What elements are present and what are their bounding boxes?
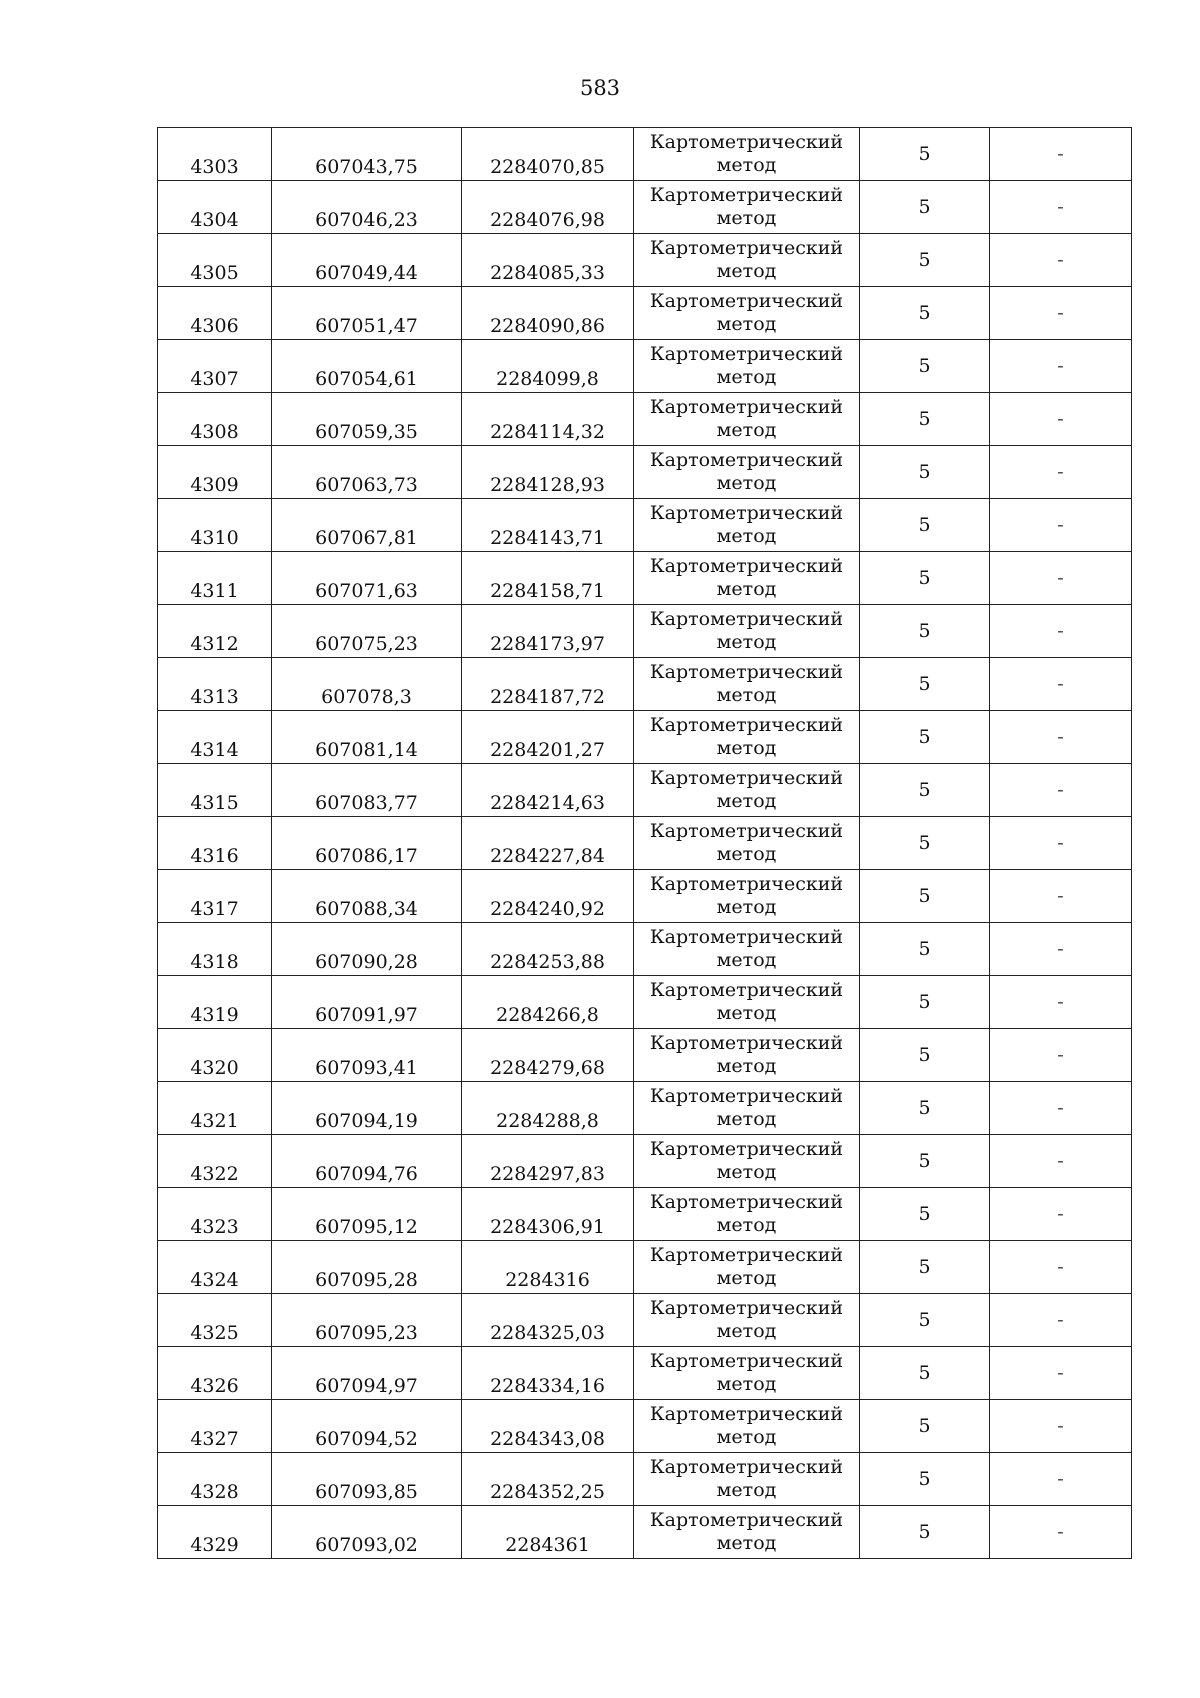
method-line-1: Картометрический (649, 1032, 844, 1054)
method-line-1: Картометрический (649, 555, 844, 577)
accuracy-cell: 5 (860, 1029, 990, 1082)
point-number-cell: 4310 (158, 499, 272, 552)
x-coordinate-cell: 607086,17 (272, 817, 462, 870)
accuracy-cell: 5 (860, 552, 990, 605)
table-row (158, 711, 1132, 764)
method-line-2: метод (716, 1532, 777, 1554)
method-line-2: метод (716, 260, 777, 282)
method-cell (634, 1506, 860, 1559)
method-cell (634, 499, 860, 552)
accuracy-cell: 5 (860, 1294, 990, 1347)
y-coordinate-cell: 2284201,27 (462, 711, 634, 764)
point-number-cell: 4305 (158, 234, 272, 287)
method-line-1: Картометрический (649, 131, 844, 153)
method-line-2: метод (716, 1373, 777, 1395)
x-coordinate-cell: 607081,14 (272, 711, 462, 764)
method-line-2: метод (716, 313, 777, 335)
table-row (158, 1188, 1132, 1241)
table-row (158, 552, 1132, 605)
note-cell: - (990, 340, 1132, 393)
method-line-1: Картометрический (649, 396, 844, 418)
table-row (158, 605, 1132, 658)
page-number: 583 (579, 76, 621, 100)
method-cell (634, 1188, 860, 1241)
method-cell (634, 976, 860, 1029)
table-row (158, 976, 1132, 1029)
accuracy-cell: 5 (860, 870, 990, 923)
table-row (158, 1347, 1132, 1400)
method-line-1: Картометрический (649, 873, 844, 895)
table-row (158, 1294, 1132, 1347)
method-line-2: метод (716, 737, 777, 759)
method-cell (634, 1135, 860, 1188)
note-cell: - (990, 605, 1132, 658)
y-coordinate-cell: 2284076,98 (462, 181, 634, 234)
table-row (158, 234, 1132, 287)
method-line-2: метод (716, 525, 777, 547)
x-coordinate-cell: 607093,02 (272, 1506, 462, 1559)
method-line-1: Картометрический (649, 1509, 844, 1531)
accuracy-cell: 5 (860, 817, 990, 870)
point-number-cell: 4304 (158, 181, 272, 234)
method-line-2: метод (716, 154, 777, 176)
method-cell (634, 128, 860, 181)
table-row (158, 1135, 1132, 1188)
x-coordinate-cell: 607046,23 (272, 181, 462, 234)
method-cell (634, 340, 860, 393)
method-line-2: метод (716, 684, 777, 706)
y-coordinate-cell: 2284173,97 (462, 605, 634, 658)
point-number-cell: 4329 (158, 1506, 272, 1559)
method-cell (634, 923, 860, 976)
method-cell (634, 658, 860, 711)
table-row (158, 393, 1132, 446)
point-number-cell: 4327 (158, 1400, 272, 1453)
accuracy-cell: 5 (860, 1082, 990, 1135)
method-line-2: метод (716, 1214, 777, 1236)
y-coordinate-cell: 2284070,85 (462, 128, 634, 181)
x-coordinate-cell: 607051,47 (272, 287, 462, 340)
accuracy-cell: 5 (860, 234, 990, 287)
y-coordinate-cell: 2284334,16 (462, 1347, 634, 1400)
y-coordinate-cell: 2284279,68 (462, 1029, 634, 1082)
y-coordinate-cell: 2284361 (462, 1506, 634, 1559)
table-row (158, 1029, 1132, 1082)
method-cell (634, 234, 860, 287)
method-line-2: метод (716, 790, 777, 812)
accuracy-cell: 5 (860, 287, 990, 340)
y-coordinate-cell: 2284099,8 (462, 340, 634, 393)
accuracy-cell: 5 (860, 499, 990, 552)
table-row (158, 1506, 1132, 1559)
accuracy-cell: 5 (860, 446, 990, 499)
method-line-1: Картометрический (649, 502, 844, 524)
method-cell (634, 1347, 860, 1400)
method-line-2: метод (716, 1426, 777, 1448)
method-cell (634, 1453, 860, 1506)
method-cell (634, 552, 860, 605)
table-row (158, 340, 1132, 393)
method-line-1: Картометрический (649, 237, 844, 259)
table-row (158, 1241, 1132, 1294)
y-coordinate-cell: 2284253,88 (462, 923, 634, 976)
x-coordinate-cell: 607095,23 (272, 1294, 462, 1347)
table-row (158, 446, 1132, 499)
table-row (158, 870, 1132, 923)
y-coordinate-cell: 2284114,32 (462, 393, 634, 446)
method-cell (634, 446, 860, 499)
method-cell (634, 393, 860, 446)
x-coordinate-cell: 607059,35 (272, 393, 462, 446)
table-row (158, 817, 1132, 870)
y-coordinate-cell: 2284288,8 (462, 1082, 634, 1135)
note-cell: - (990, 287, 1132, 340)
method-line-1: Картометрический (649, 714, 844, 736)
x-coordinate-cell: 607054,61 (272, 340, 462, 393)
x-coordinate-cell: 607090,28 (272, 923, 462, 976)
point-number-cell: 4314 (158, 711, 272, 764)
point-number-cell: 4316 (158, 817, 272, 870)
method-line-2: метод (716, 631, 777, 653)
coordinates-table-body (158, 128, 1132, 1559)
method-line-2: метод (716, 896, 777, 918)
point-number-cell: 4312 (158, 605, 272, 658)
y-coordinate-cell: 2284085,33 (462, 234, 634, 287)
x-coordinate-cell: 607049,44 (272, 234, 462, 287)
x-coordinate-cell: 607071,63 (272, 552, 462, 605)
method-line-1: Картометрический (649, 661, 844, 683)
method-line-1: Картометрический (649, 1244, 844, 1266)
note-cell: - (990, 1188, 1132, 1241)
method-line-1: Картометрический (649, 1456, 844, 1478)
x-coordinate-cell: 607067,81 (272, 499, 462, 552)
coordinates-table (157, 127, 1132, 1559)
x-coordinate-cell: 607088,34 (272, 870, 462, 923)
method-line-1: Картометрический (649, 290, 844, 312)
x-coordinate-cell: 607094,19 (272, 1082, 462, 1135)
method-line-1: Картометрический (649, 1350, 844, 1372)
accuracy-cell: 5 (860, 340, 990, 393)
note-cell: - (990, 181, 1132, 234)
accuracy-cell: 5 (860, 128, 990, 181)
table-row (158, 923, 1132, 976)
method-line-2: метод (716, 1479, 777, 1501)
method-line-1: Картометрический (649, 979, 844, 1001)
y-coordinate-cell: 2284297,83 (462, 1135, 634, 1188)
method-line-2: метод (716, 366, 777, 388)
x-coordinate-cell: 607043,75 (272, 128, 462, 181)
method-line-2: метод (716, 1108, 777, 1130)
note-cell: - (990, 499, 1132, 552)
note-cell: - (990, 1082, 1132, 1135)
note-cell: - (990, 870, 1132, 923)
method-line-2: метод (716, 472, 777, 494)
method-cell (634, 1400, 860, 1453)
method-cell (634, 1029, 860, 1082)
point-number-cell: 4309 (158, 446, 272, 499)
point-number-cell: 4318 (158, 923, 272, 976)
x-coordinate-cell: 607095,28 (272, 1241, 462, 1294)
method-line-2: метод (716, 843, 777, 865)
method-line-1: Картометрический (649, 608, 844, 630)
point-number-cell: 4322 (158, 1135, 272, 1188)
method-line-1: Картометрический (649, 1191, 844, 1213)
point-number-cell: 4323 (158, 1188, 272, 1241)
x-coordinate-cell: 607094,76 (272, 1135, 462, 1188)
method-line-2: метод (716, 578, 777, 600)
accuracy-cell: 5 (860, 764, 990, 817)
accuracy-cell: 5 (860, 1453, 990, 1506)
x-coordinate-cell: 607083,77 (272, 764, 462, 817)
method-line-2: метод (716, 1267, 777, 1289)
y-coordinate-cell: 2284158,71 (462, 552, 634, 605)
note-cell: - (990, 1294, 1132, 1347)
point-number-cell: 4315 (158, 764, 272, 817)
note-cell: - (990, 1347, 1132, 1400)
point-number-cell: 4311 (158, 552, 272, 605)
method-cell (634, 817, 860, 870)
accuracy-cell: 5 (860, 976, 990, 1029)
method-line-2: метод (716, 1055, 777, 1077)
note-cell: - (990, 128, 1132, 181)
y-coordinate-cell: 2284343,08 (462, 1400, 634, 1453)
accuracy-cell: 5 (860, 393, 990, 446)
method-cell (634, 870, 860, 923)
note-cell: - (990, 1029, 1132, 1082)
point-number-cell: 4325 (158, 1294, 272, 1347)
y-coordinate-cell: 2284240,92 (462, 870, 634, 923)
table-row (158, 764, 1132, 817)
accuracy-cell: 5 (860, 181, 990, 234)
accuracy-cell: 5 (860, 923, 990, 976)
y-coordinate-cell: 2284227,84 (462, 817, 634, 870)
method-cell (634, 711, 860, 764)
point-number-cell: 4320 (158, 1029, 272, 1082)
note-cell: - (990, 446, 1132, 499)
table-row (158, 181, 1132, 234)
method-line-2: метод (716, 949, 777, 971)
method-cell (634, 1294, 860, 1347)
method-line-1: Картометрический (649, 343, 844, 365)
point-number-cell: 4303 (158, 128, 272, 181)
table-row (158, 499, 1132, 552)
method-cell (634, 1082, 860, 1135)
method-line-1: Картометрический (649, 449, 844, 471)
accuracy-cell: 5 (860, 1188, 990, 1241)
note-cell: - (990, 1506, 1132, 1559)
point-number-cell: 4308 (158, 393, 272, 446)
note-cell: - (990, 1135, 1132, 1188)
point-number-cell: 4324 (158, 1241, 272, 1294)
accuracy-cell: 5 (860, 711, 990, 764)
note-cell: - (990, 1400, 1132, 1453)
y-coordinate-cell: 2284352,25 (462, 1453, 634, 1506)
point-number-cell: 4313 (158, 658, 272, 711)
method-line-2: метод (716, 1320, 777, 1342)
accuracy-cell: 5 (860, 1506, 990, 1559)
x-coordinate-cell: 607063,73 (272, 446, 462, 499)
x-coordinate-cell: 607095,12 (272, 1188, 462, 1241)
point-number-cell: 4319 (158, 976, 272, 1029)
x-coordinate-cell: 607078,3 (272, 658, 462, 711)
x-coordinate-cell: 607094,52 (272, 1400, 462, 1453)
note-cell: - (990, 817, 1132, 870)
x-coordinate-cell: 607093,85 (272, 1453, 462, 1506)
point-number-cell: 4306 (158, 287, 272, 340)
point-number-cell: 4328 (158, 1453, 272, 1506)
y-coordinate-cell: 2284325,03 (462, 1294, 634, 1347)
x-coordinate-cell: 607075,23 (272, 605, 462, 658)
y-coordinate-cell: 2284128,93 (462, 446, 634, 499)
method-line-1: Картометрический (649, 767, 844, 789)
x-coordinate-cell: 607091,97 (272, 976, 462, 1029)
method-line-1: Картометрический (649, 1138, 844, 1160)
method-line-2: метод (716, 1002, 777, 1024)
method-line-1: Картометрический (649, 926, 844, 948)
method-line-2: метод (716, 207, 777, 229)
x-coordinate-cell: 607093,41 (272, 1029, 462, 1082)
table-row (158, 1082, 1132, 1135)
table-row (158, 287, 1132, 340)
method-cell (634, 605, 860, 658)
method-line-2: метод (716, 419, 777, 441)
note-cell: - (990, 393, 1132, 446)
note-cell: - (990, 923, 1132, 976)
table-row (158, 1400, 1132, 1453)
method-line-2: метод (716, 1161, 777, 1183)
note-cell: - (990, 234, 1132, 287)
y-coordinate-cell: 2284316 (462, 1241, 634, 1294)
table-row (158, 658, 1132, 711)
accuracy-cell: 5 (860, 1347, 990, 1400)
y-coordinate-cell: 2284187,72 (462, 658, 634, 711)
point-number-cell: 4321 (158, 1082, 272, 1135)
y-coordinate-cell: 2284306,91 (462, 1188, 634, 1241)
table-row (158, 128, 1132, 181)
method-line-1: Картометрический (649, 1403, 844, 1425)
y-coordinate-cell: 2284143,71 (462, 499, 634, 552)
table-row (158, 1453, 1132, 1506)
note-cell: - (990, 711, 1132, 764)
y-coordinate-cell: 2284214,63 (462, 764, 634, 817)
y-coordinate-cell: 2284266,8 (462, 976, 634, 1029)
note-cell: - (990, 658, 1132, 711)
note-cell: - (990, 1453, 1132, 1506)
method-line-1: Картометрический (649, 820, 844, 842)
method-cell (634, 764, 860, 817)
point-number-cell: 4317 (158, 870, 272, 923)
method-line-1: Картометрический (649, 1085, 844, 1107)
accuracy-cell: 5 (860, 1135, 990, 1188)
note-cell: - (990, 764, 1132, 817)
method-line-1: Картометрический (649, 1297, 844, 1319)
accuracy-cell: 5 (860, 1400, 990, 1453)
point-number-cell: 4307 (158, 340, 272, 393)
x-coordinate-cell: 607094,97 (272, 1347, 462, 1400)
method-cell (634, 287, 860, 340)
note-cell: - (990, 552, 1132, 605)
method-cell (634, 1241, 860, 1294)
accuracy-cell: 5 (860, 658, 990, 711)
note-cell: - (990, 1241, 1132, 1294)
method-cell (634, 181, 860, 234)
accuracy-cell: 5 (860, 605, 990, 658)
point-number-cell: 4326 (158, 1347, 272, 1400)
method-line-1: Картометрический (649, 184, 844, 206)
note-cell: - (990, 976, 1132, 1029)
accuracy-cell: 5 (860, 1241, 990, 1294)
y-coordinate-cell: 2284090,86 (462, 287, 634, 340)
